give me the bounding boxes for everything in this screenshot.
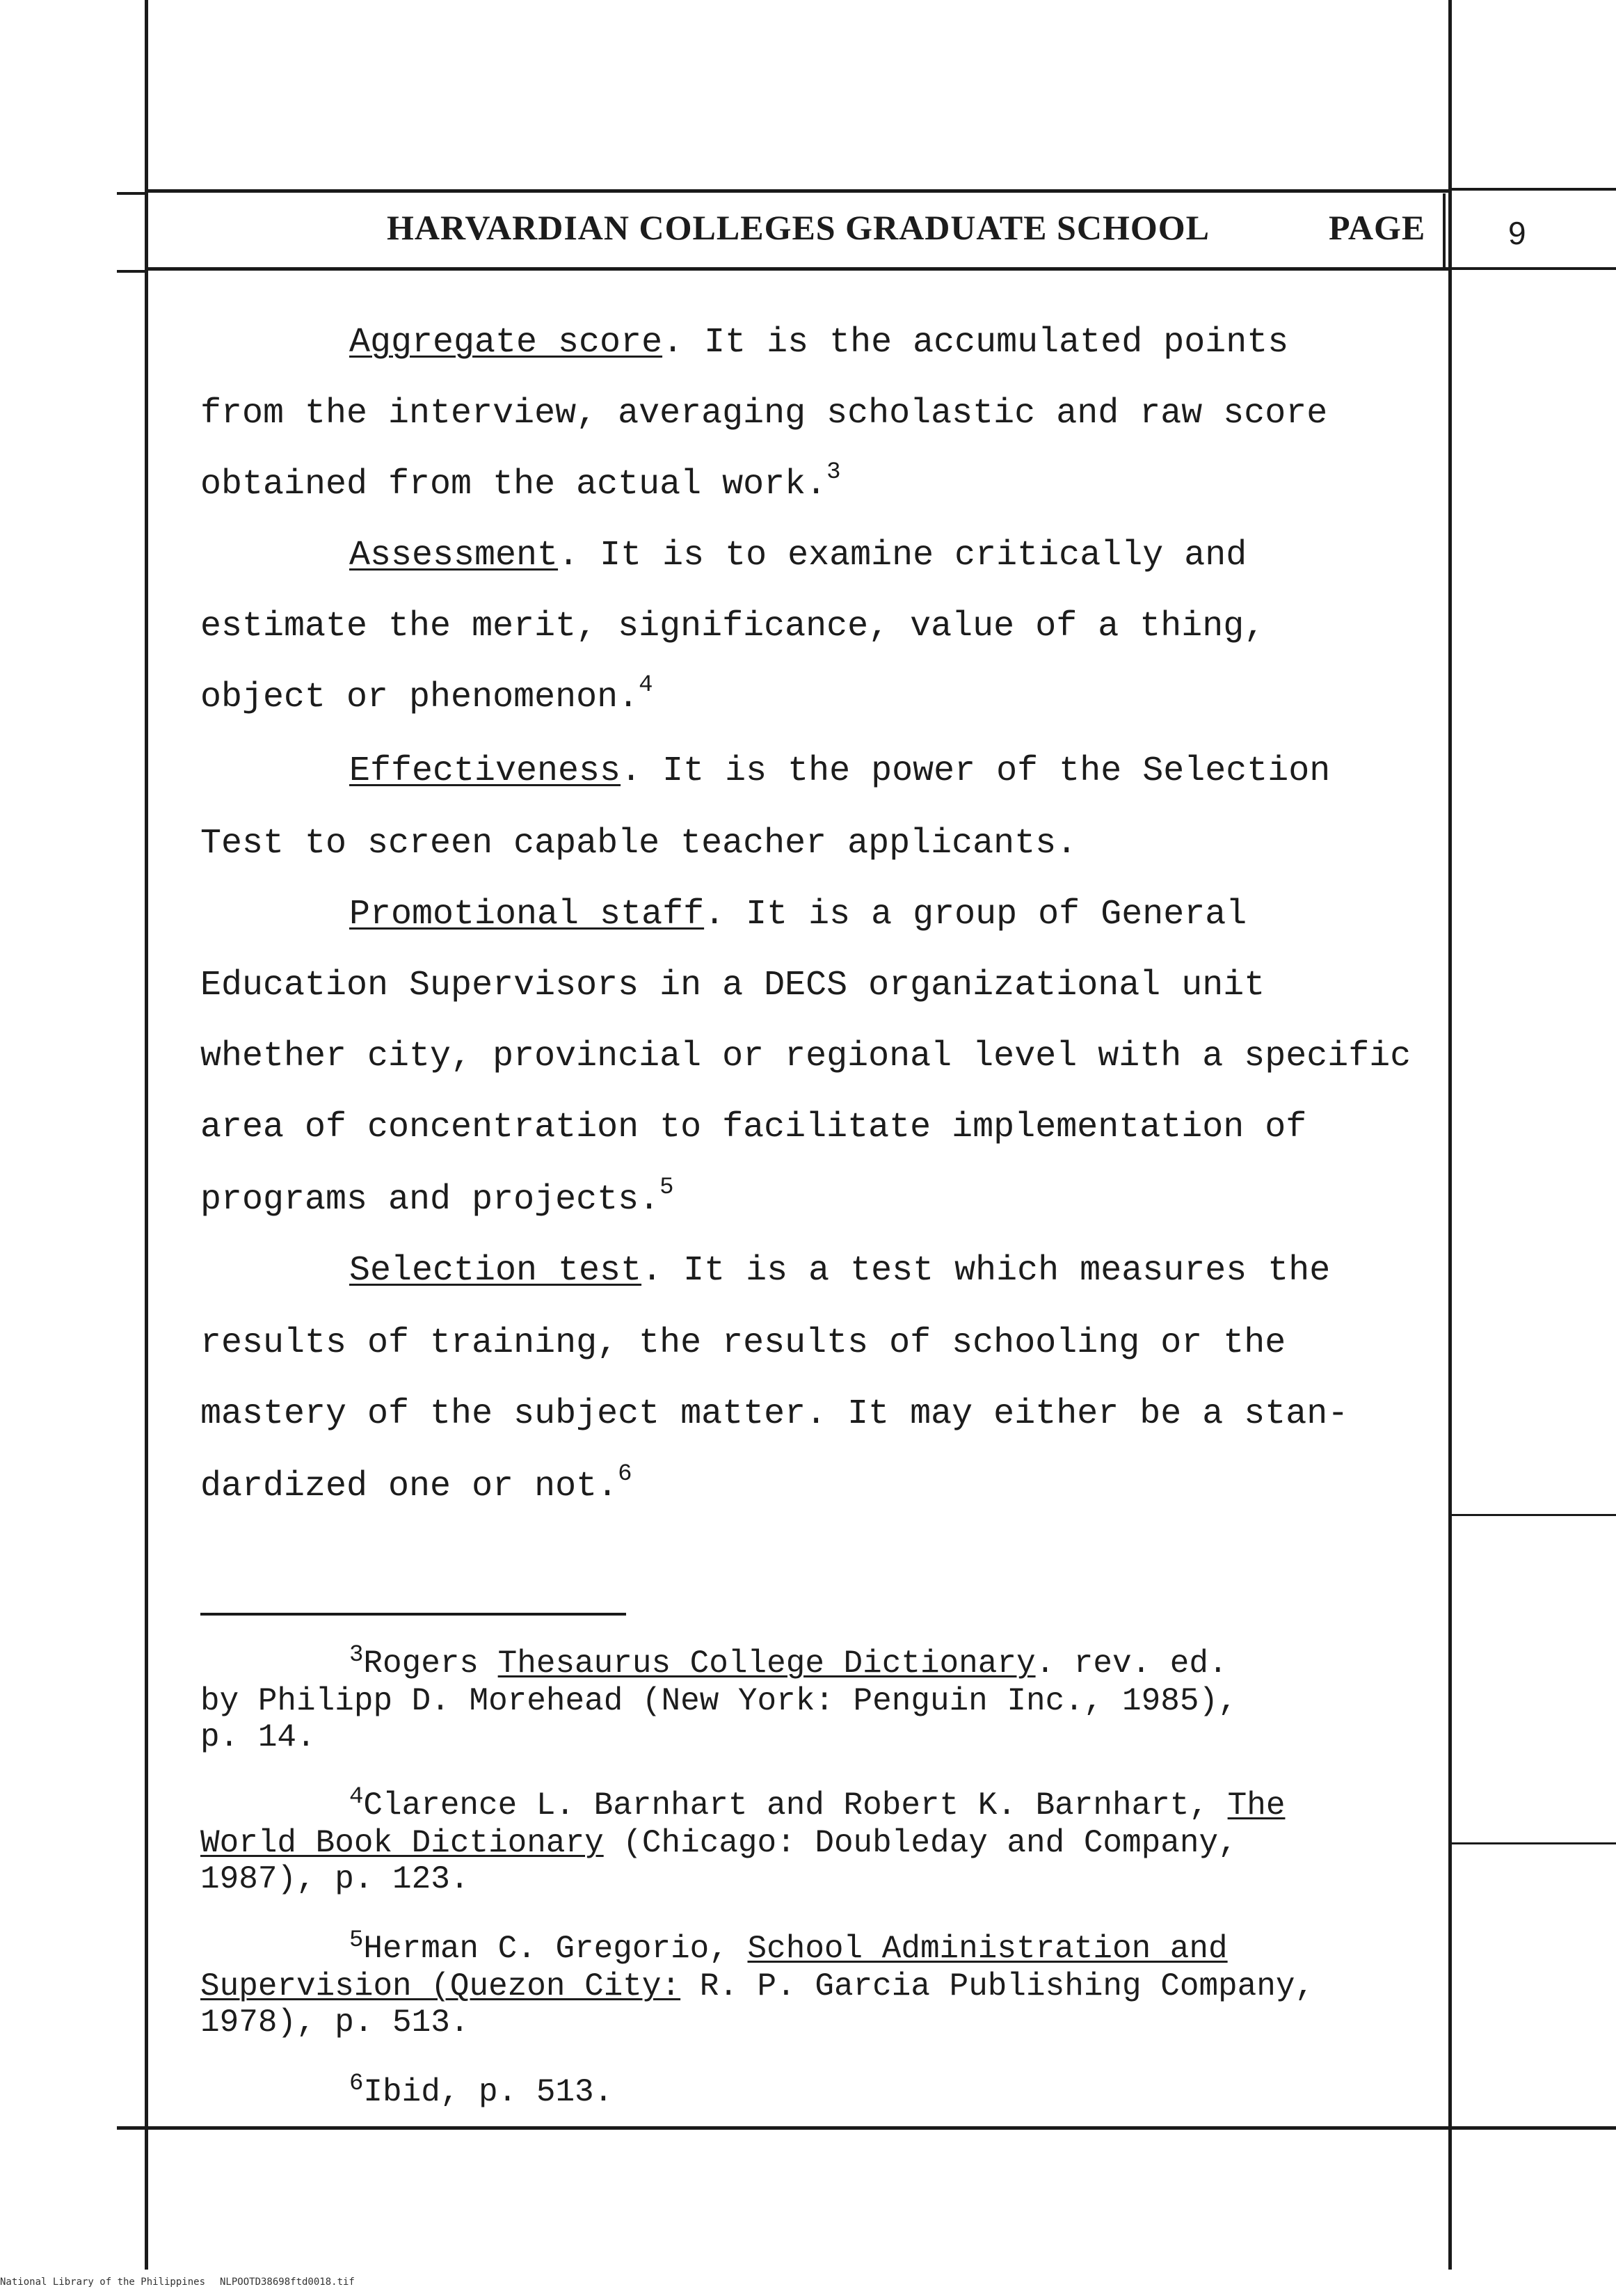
definition-text: dardized one or not. [200,1467,618,1506]
header-bottom-rule-right [1451,267,1616,270]
footnote-title: School Administration and [747,1931,1228,1967]
definition-selection-test-line-4 [200,1461,632,1506]
definition-aggregate-score-line-3 [200,459,841,504]
definition-text: programs and projects. [200,1180,660,1220]
footnote-3-line-1 [349,1642,1228,1682]
definition-assessment-line-3 [200,672,653,717]
footnote-title: The [1227,1787,1286,1824]
footnote-text: Rogers [363,1645,498,1682]
definition-selection-test-line-3: mastery of the subject matter. It may either be a stan- [200,1394,1349,1434]
footnote-text: Ibid, p. 513. [363,2074,614,2110]
header-divider [1443,193,1446,269]
definition-promotional-staff-line-2: Education Supervisors in a DECS organizational unit [200,966,1265,1005]
page-label: PAGE [1329,208,1426,247]
term-effectiveness: Effectiveness [349,751,621,791]
definition-aggregate-score-line-1 [349,323,1289,362]
definition-promotional-staff-line-4: area of concentration to facilitate implementation of [200,1108,1307,1147]
footnote-separator [200,1613,626,1616]
footnote-text: Clarence L. Barnhart and Robert K. Barnhart, [363,1787,1228,1824]
header-bottom-rule-left [117,270,145,273]
definition-text: It is to examine critically and [600,536,1247,575]
term-selection-test: Selection test [349,1251,642,1291]
definition-aggregate-score-line-2: from the interview, averaging scholastic and raw score [200,394,1328,433]
footnote-mark-5: 5 [349,1927,364,1954]
term-promotional-staff: Promotional staff [349,895,705,934]
right-margin-line [1448,0,1452,2270]
term-assessment: Assessment [349,536,559,575]
term-period: . [704,895,746,934]
footnote-ref-5: 5 [659,1174,674,1201]
definition-text: It is the power of the Selection [662,751,1331,791]
definition-promotional-staff-line-1 [349,895,1247,934]
definition-effectiveness-line-1 [349,751,1331,791]
footnote-4-line-3: 1987), p. 123. [200,1861,470,1897]
footnote-3-line-3: p. 14. [200,1719,316,1755]
footnote-text: . rev. ed. [1035,1645,1228,1682]
definition-text: It is the accumulated points [704,323,1289,362]
header-top-rule-right [1451,188,1616,191]
footnote-text: R. P. Garcia Publishing Company, [680,1968,1315,2004]
right-margin-tick-2 [1451,1842,1616,1844]
footnote-text: (Chicago: Doubleday and Company, [603,1825,1238,1861]
definition-text: It is a test which measures the [683,1251,1331,1291]
definition-promotional-staff-line-3: whether city, provincial or regional level with a specific [200,1037,1411,1076]
footnote-4-line-1 [349,1784,1286,1824]
definition-text: It is a group of General [746,895,1247,934]
term-period: . [558,536,600,575]
footnote-5-line-3: 1978), p. 513. [200,2004,470,2041]
definition-selection-test-line-2: results of training, the results of schooling or the [200,1323,1286,1363]
definition-assessment-line-1 [349,536,1247,575]
footnote-title: Supervision (Quezon City: [200,1968,681,2004]
footnote-4-line-2 [200,1827,1238,1859]
term-period: . [641,1251,684,1291]
term-period: . [621,751,663,791]
footnote-3-line-2: by Philipp D. Morehead (New York: Penguin Inc., 1985), [200,1683,1238,1719]
footnote-mark-6: 6 [349,2071,364,2097]
footnote-mark-3: 3 [349,1642,364,1668]
header-top-rule [145,189,1451,193]
scan-filename: NLPOOTD38698ftd0018.tif [220,2277,355,2288]
definition-selection-test-line-1 [349,1251,1331,1291]
definition-promotional-staff-line-5 [200,1174,674,1220]
bottom-rule [117,2126,1616,2130]
definition-text: object or phenomenon. [200,678,639,717]
footnote-title: Thesaurus College Dictionary [497,1645,1036,1682]
footnote-text: Herman C. Gregorio, [363,1931,748,1967]
footnote-mark-4: 4 [349,1784,364,1810]
footnote-5-line-2 [200,1970,1314,2002]
definition-assessment-line-2: estimate the merit, significance, value of a thing, [200,607,1265,646]
footnote-title: World Book Dictionary [200,1825,604,1861]
footnote-6-line-1 [349,2071,614,2110]
right-margin-tick-1 [1451,1514,1616,1516]
footnote-ref-4: 4 [639,672,653,699]
page-number: 9 [1508,215,1526,251]
term-aggregate-score: Aggregate score [349,323,663,362]
footnote-5-line-1 [349,1927,1228,1967]
definition-text: obtained from the actual work. [200,465,827,504]
header-bottom-rule [145,267,1451,271]
footnote-ref-3: 3 [826,459,841,486]
school-name-header: HARVARDIAN COLLEGES GRADUATE SCHOOL [387,208,1210,247]
left-margin-line [145,0,148,2270]
definition-effectiveness-line-2: Test to screen capable teacher applicants. [200,824,1078,863]
scan-credit: National Library of the Philippines [0,2277,206,2288]
term-period: . [662,323,705,362]
header-top-rule-left [117,192,145,195]
footnote-ref-6: 6 [618,1461,632,1488]
